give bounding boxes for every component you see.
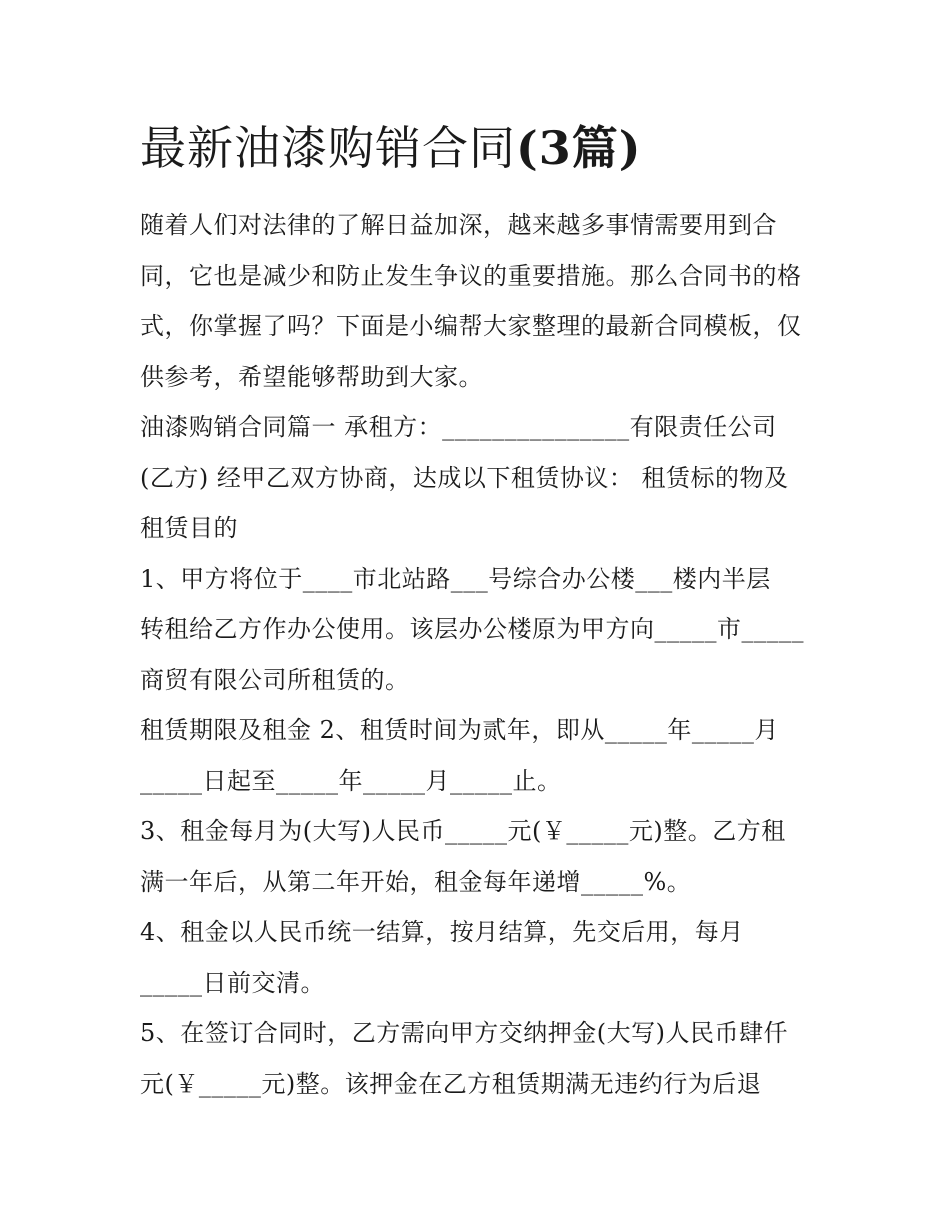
body-line: 随着人们对法律的了解日益加深，越来越多事情需要用到合 (140, 211, 777, 239)
document-body (140, 200, 830, 1109)
body-line: 租赁期限及租金 2、租赁时间为贰年，即从_____年_____月 (140, 716, 779, 744)
body-line: 3、租金每月为(大写)人民币_____元(￥_____元)整。乙方租 (140, 817, 786, 845)
body-line: (乙方) 经甲乙双方协商，达成以下租赁协议： 租赁标的物及 (140, 463, 789, 492)
body-line: 租赁目的 (140, 514, 238, 542)
body-line: 转租给乙方作办公使用。该层办公楼原为甲方向_____市_____ (140, 615, 804, 643)
document-title-main: 最新油漆购销合同 (140, 121, 516, 175)
document-page (140, 112, 830, 1109)
document-title-suffix: (3篇) (516, 121, 642, 175)
body-line: 式，你掌握了吗？下面是小编帮大家整理的最新合同模板，仅 (140, 312, 802, 340)
document-title (140, 112, 830, 184)
body-line: _____日前交清。 (140, 968, 325, 997)
body-line: 供参考，希望能够帮助到大家。 (140, 362, 483, 391)
body-line: 油漆购销合同篇一 承租方：_______________有限责任公司 (140, 413, 777, 441)
body-line: _____日起至_____年_____月_____止。 (140, 766, 562, 795)
body-line: 5、在签订合同时，乙方需向甲方交纳押金(大写)人民币肆仟 (140, 1019, 788, 1047)
body-line: 1、甲方将位于____市北站路___号综合办公楼___楼内半层 (140, 564, 771, 593)
body-line: 元(￥_____元)整。该押金在乙方租赁期满无违约行为后退 (140, 1069, 762, 1098)
body-line: 商贸有限公司所租赁的。 (140, 665, 410, 694)
body-line: 4、租金以人民币统一结算，按月结算，先交后用，每月 (140, 918, 744, 946)
body-line: 满一年后，从第二年开始，租金每年递增_____%。 (140, 867, 692, 896)
body-line: 同，它也是减少和防止发生争议的重要措施。那么合同书的格 (140, 261, 802, 290)
